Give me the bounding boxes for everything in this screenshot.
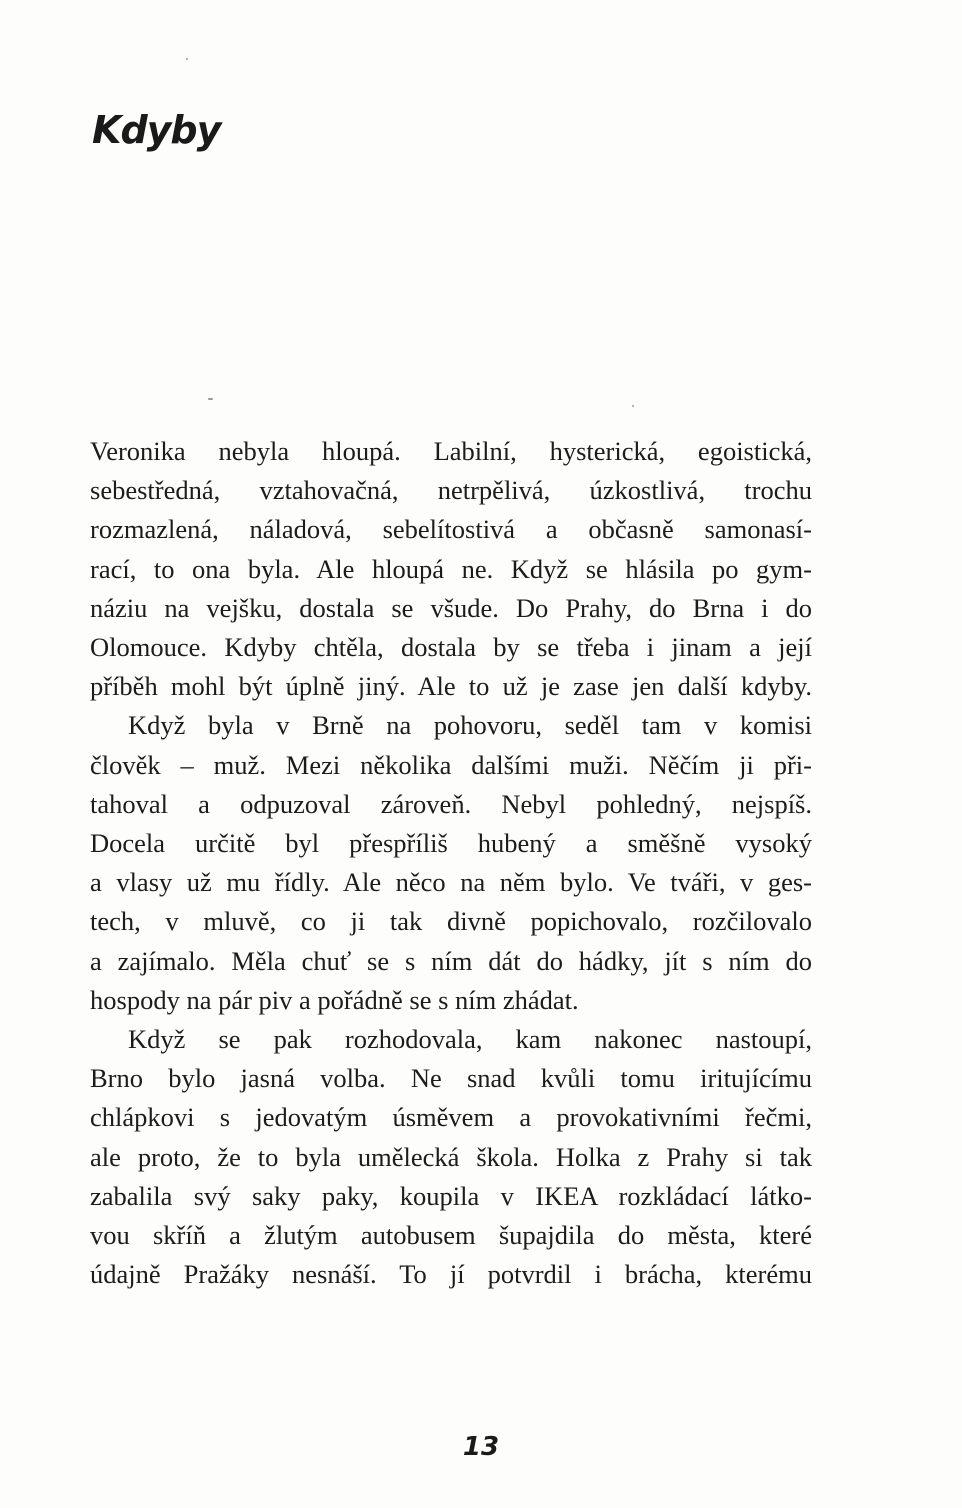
text-line: ale proto, že to byla umělecká škola. Holka z Prahy si tak [90,1141,812,1172]
text-line: Veronika nebyla hloupá. Labilní, hysterická, egoistická, [90,436,812,466]
paragraph-1 [90,432,812,706]
scan-speck [208,398,213,400]
chapter-title: Kdyby [92,108,221,152]
scan-speck [632,405,634,407]
text-line: vou skříň a žlutým autobusem šupajdila do města, které [90,1220,812,1251]
text-line: zabalila svý saky paky, koupila v IKEA rozkládací látko- [90,1180,812,1211]
text-line: člověk – muž. Mezi několika dalšími muži. Něčím ji při- [90,749,812,780]
text-line: údajně Pražáky nesnáší. To jí potvrdil i brácha, kterému [90,1259,812,1290]
text-line: Když byla v Brně na pohovoru, seděl tam v komisi [128,710,812,741]
text-line: Olomouce. Kdyby chtěla, dostala by se třeba i jinam a její [90,632,812,663]
text-line: Docela určitě byl přespříliš hubený a směšně vysoký [90,828,812,859]
text-line: a vlasy už mu řídly. Ale něco na něm bylo. Ve tváři, v ges- [90,867,812,898]
body-text [90,432,812,1294]
text-line: tahoval a odpuzoval zároveň. Nebyl pohledný, nejspíš. [90,788,812,819]
text-line: příběh mohl být úplně jiný. Ale to už je zase jen další kdyby. [90,671,812,702]
paragraph-3 [90,1020,812,1294]
text-line: Když se pak rozhodovala, kam nakonec nastoupí, [128,1024,812,1055]
text-line: hospody na pár piv a pořádně se s ním zhádat. [90,984,579,1015]
text-line: tech, v mluvě, co ji tak divně popichovalo, rozčilovalo [90,906,812,937]
text-line: sebestředná, vztahovačná, netrpělivá, úzkostlivá, trochu [90,475,812,506]
paragraph-2 [90,706,812,1020]
text-line: náziu na vejšku, dostala se všude. Do Prahy, do Brna i do [90,592,812,623]
scan-speck [186,58,188,60]
text-line: rací, to ona byla. Ale hloupá ne. Když se hlásila po gym- [90,553,812,584]
page-number: 13 [462,1432,500,1462]
text-line: chlápkovi s jedovatým úsměvem a provokativními řečmi, [90,1102,812,1133]
text-line: a zajímalo. Měla chuť se s ním dát do hádky, jít s ním do [90,945,812,976]
text-line: Brno bylo jasná volba. Ne snad kvůli tomu iritujícímu [90,1063,812,1094]
text-line: rozmazlená, náladová, sebelítostivá a občasně samonasí- [90,514,812,545]
